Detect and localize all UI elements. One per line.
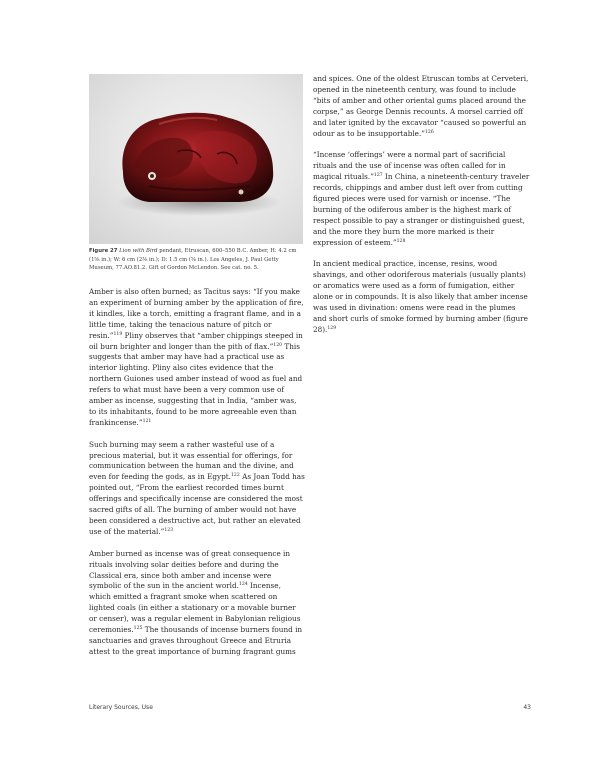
- figure-27-image: [89, 74, 303, 244]
- paragraph-text: and spices. One of the oldest Etruscan tombs at Cerveteri, opened in the nineteenth century, was found to include “bits of amber and other oriental gums placed around the corpse,” as George Dennis recounts. A morsel carried off and later ignited by the excavator “caused so powerful an odour as to be insupportable.”: [313, 74, 529, 138]
- footnote-ref[interactable]: 122: [231, 473, 240, 479]
- footnote-ref[interactable]: 120: [273, 342, 283, 348]
- paragraph-text: Amber is also often burned; as Tacitus says: “If you make an experiment of burning amber by the application of fire, it kindles, like a torch, emitting a fragrant flame, and in a little time, taking the tenacious nature of pitch or resin.”: [89, 287, 304, 340]
- footnote-ref[interactable]: 123: [164, 527, 174, 533]
- paragraph-text: Pliny observes that “amber chippings steeped in oil burn brighter and longer than the pith of flax.”: [89, 330, 303, 351]
- footnote-ref[interactable]: 125: [133, 626, 143, 632]
- footnote-ref[interactable]: 126: [424, 129, 434, 135]
- paragraph: [89, 287, 305, 429]
- footnote-ref[interactable]: 129: [327, 325, 337, 331]
- footer-section-title: Literary Sources, Use: [89, 704, 153, 711]
- paragraph: [313, 150, 531, 248]
- paragraph-text: This suggests that amber may have had a practical use as interior lighting. Pliny also cites evidence that the northern Guiones used amber instead of wood as fuel and refers to what must have been a very common use of amber as incense, suggesting that in India, “amber was, to its inhabitants, found to be more agreeable even than frankincense.”: [89, 341, 303, 427]
- footnote-ref[interactable]: 128: [396, 238, 406, 244]
- caption-label: Figure 27: [89, 248, 118, 254]
- right-column: [313, 74, 531, 347]
- amber-lion-pendant-illustration: [89, 74, 303, 244]
- paragraph: [313, 74, 531, 139]
- paragraph-text: In China, a nineteenth-century traveler records, chippings and amber dust left over from cutting figured pieces were used for varnish or incense. “The burning of the odiferous amber is the highest mark of respect possible to pay a stranger or distinguished guest, and the more they burn the more marked is their expression of esteem.”: [313, 172, 530, 247]
- paragraph-text: Amber burned as incense was of great consequence in rituals involving solar deities before and during the Classical era, since both amber and incense were symbolic of the sun in the ancient world.: [89, 548, 291, 591]
- paragraph-text: As Joan Todd has pointed out, “From the earliest recorded times burnt offerings and specifically incense are considered the most sacred gifts of all. The burning of amber would not have been considered a destructive act, but rather an elevated use of the material.”: [89, 472, 305, 536]
- paragraph: [313, 259, 531, 335]
- footnote-ref[interactable]: 124: [238, 582, 248, 588]
- paragraph-text: “Incense ‘offerings’ were a normal part of sacrificial rituals and the use of incense was often called for in magical rituals.”: [313, 150, 506, 182]
- paragraph-text: Such burning may seem a rather wasteful use of a precious material, but it was essential for offerings, for communication between the human and the divine, and even for feeding the gods, as in Egypt.: [89, 439, 294, 482]
- caption-title: Lion with Bird: [119, 248, 158, 254]
- paragraph-text: The thousands of incense burners found in sanctuaries and graves throughout Greece and Etruria attest to the great importance of burning fragrant gums: [89, 625, 303, 656]
- footnote-ref[interactable]: 121: [142, 418, 152, 424]
- left-column: [89, 287, 305, 669]
- page-number: 43: [523, 704, 531, 711]
- footnote-ref[interactable]: 127: [373, 173, 383, 179]
- paragraph-text: Incense, which emitted a fragrant smoke when scattered on lighted coals (in either a stationary or a movable burner or censer), was a regular element in Babylonian religious ceremonies.: [89, 581, 301, 635]
- paragraph: [89, 549, 305, 658]
- footnote-ref[interactable]: 119: [113, 331, 123, 337]
- paragraph-text: In ancient medical practice, incense, resins, wood shavings, and other odoriferous materials (usually plants) or aromatics were used as a form of fumigation, either alone or in compounds. It is also likely that amber incense was used in divination: omens were read in the plumes and short curls of smoke formed by burning amber (figure 28).: [313, 259, 528, 334]
- figure-caption: [89, 247, 303, 273]
- paragraph: [89, 440, 305, 538]
- caption-text: pendant, Etruscan, 600–550 B.C. Amber, H: 4.2 cm (1⅝ in.); W: 6 cm (2⅜ in.); D: 1.5 cm (⅝ in.). Los Angeles, J. Paul Getty Museum, 77.AO.81.2. Gift of Gordon McLendon. See cat. no. 5.: [89, 248, 297, 272]
